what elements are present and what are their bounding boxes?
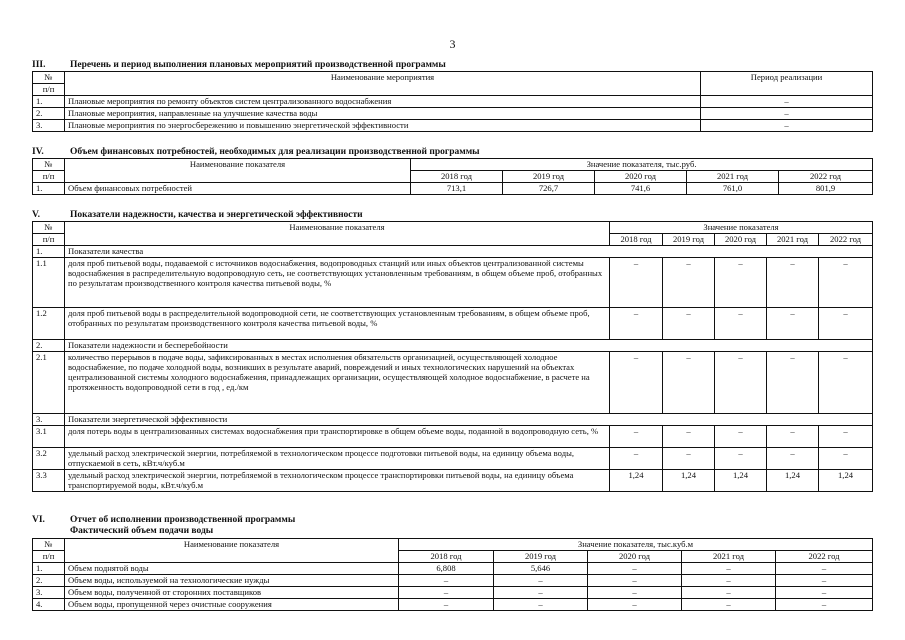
year-2021: 2021 год xyxy=(687,171,779,183)
value-2021: 1,24 xyxy=(767,470,819,492)
row-name: удельный расход электрической энергии, потребляемой в технологическом процессе транспортировки питьевой воды, на единицу объема транспортируемой воды, кВт.ч/куб.м xyxy=(65,470,610,492)
value-2018: 6,808 xyxy=(399,563,494,575)
value-2021: – xyxy=(767,426,819,448)
value-2019: – xyxy=(494,587,588,599)
value-2020: – xyxy=(588,587,682,599)
value-2021: – xyxy=(767,448,819,470)
value-2019: – xyxy=(494,599,588,611)
row-name: Плановые мероприятия, направленные на улучшение качества воды xyxy=(65,108,701,120)
header-number: № xyxy=(33,159,65,171)
value-2020: – xyxy=(715,308,767,340)
value-2020: – xyxy=(715,258,767,308)
year-2021: 2021 год xyxy=(767,234,819,246)
header-value-thousand-m3: Значение показателя, тыс.куб.м xyxy=(399,539,873,551)
value-2021: – xyxy=(682,599,776,611)
table-row xyxy=(33,587,873,599)
value-2018: – xyxy=(610,352,663,414)
row-number: 3.2 xyxy=(33,448,65,470)
value-2019: 726,7 xyxy=(503,183,595,195)
value-2021: – xyxy=(767,308,819,340)
value-2019: – xyxy=(494,575,588,587)
value-2018: – xyxy=(399,575,494,587)
year-2019: 2019 год xyxy=(663,234,715,246)
row-name: доля проб питьевой воды, подаваемой с источников водоснабжения, водопроводных станций или иных объектов централизованной системы водоснабжения в распределительную водопроводную сеть, не соответствующих установленным требованиям, в общем объеме проб, отобранных по результатам производственного контроля качества питьевой воды, % xyxy=(65,258,610,308)
header-value-thousand-rub: Значение показателя, тыс.руб. xyxy=(411,159,873,171)
section-5-table xyxy=(32,221,873,492)
header-indicator-name: Наименование показателя xyxy=(65,539,399,563)
value-2021: – xyxy=(767,258,819,308)
value-2020: 1,24 xyxy=(715,470,767,492)
section-4-heading xyxy=(32,147,872,157)
header-number: № xyxy=(33,539,65,551)
section-6-subtitle: Фактический объем подачи воды xyxy=(70,526,214,536)
value-2022: – xyxy=(776,563,873,575)
value-2022: – xyxy=(776,587,873,599)
value-2018: – xyxy=(610,258,663,308)
row-number: 1. xyxy=(33,183,65,195)
value-2022: – xyxy=(819,258,873,308)
section-5-heading xyxy=(32,210,872,220)
year-2019: 2019 год xyxy=(494,551,588,563)
value-2018: – xyxy=(399,599,494,611)
section-3-table xyxy=(32,71,873,132)
group-name: Показатели качества xyxy=(65,246,873,258)
value-2022: – xyxy=(776,599,873,611)
row-number: 1. xyxy=(33,563,65,575)
row-name: Объем финансовых потребностей xyxy=(65,183,411,195)
value-2022: – xyxy=(819,352,873,414)
value-2019: – xyxy=(663,426,715,448)
section-5-number: V. xyxy=(32,210,41,220)
year-2020: 2020 год xyxy=(595,171,687,183)
value-2018: – xyxy=(610,448,663,470)
year-2020: 2020 год xyxy=(715,234,767,246)
row-number: 2.1 xyxy=(33,352,65,414)
value-2022: 1,24 xyxy=(819,470,873,492)
year-2020: 2020 год xyxy=(588,551,682,563)
group-row xyxy=(33,246,873,258)
section-3-heading xyxy=(32,60,872,70)
year-2018: 2018 год xyxy=(399,551,494,563)
row-name: доля потерь воды в централизованных системах водоснабжения при транспортировке в общем объеме воды, поданной в водопроводную сеть, % xyxy=(65,426,610,448)
value-2022: – xyxy=(819,426,873,448)
group-row xyxy=(33,340,873,352)
group-number: 1. xyxy=(33,246,65,258)
header-number-2: п/п xyxy=(33,84,65,96)
header-indicator-name: Наименование показателя xyxy=(65,159,411,183)
table-row xyxy=(33,308,873,340)
table-row xyxy=(33,258,873,308)
section-3-title: Перечень и период выполнения плановых мероприятий производственной программы xyxy=(70,60,446,70)
section-4-table xyxy=(32,158,873,195)
row-number: 1.2 xyxy=(33,308,65,340)
value-2019: 5,646 xyxy=(494,563,588,575)
group-number: 2. xyxy=(33,340,65,352)
value-2021: – xyxy=(682,587,776,599)
page-number: 3 xyxy=(449,37,456,51)
row-number: 3.3 xyxy=(33,470,65,492)
value-2022: 801,9 xyxy=(779,183,873,195)
row-number: 3. xyxy=(33,587,65,599)
table-row xyxy=(33,470,873,492)
header-number-2: п/п xyxy=(33,551,65,563)
value-2021: 761,0 xyxy=(687,183,779,195)
row-name: Объем воды, полученной от сторонних поставщиков xyxy=(65,587,399,599)
value-2020: 741,6 xyxy=(595,183,687,195)
value-2022: – xyxy=(819,448,873,470)
value-2020: – xyxy=(588,563,682,575)
section-3-number: III. xyxy=(32,60,46,70)
value-2018: – xyxy=(610,426,663,448)
row-name: количество перерывов в подаче воды, зафиксированных в местах исполнения обязательств организацией, осуществляющей холодное водоснабжение, по подаче холодной воды, возникших в результате аварий, повреждений и иных технологических нарушений на объектах централизованной системы холодного водоснабжения, принадлежащих организации, осуществляющей холодное водоснабжение, в расчете на протяженность водопроводной сети в год , ед./км xyxy=(65,352,610,414)
header-number: № xyxy=(33,72,65,84)
table-row xyxy=(33,448,873,470)
value-2018: – xyxy=(610,308,663,340)
row-number: 4. xyxy=(33,599,65,611)
table-row xyxy=(33,575,873,587)
value-2022: – xyxy=(776,575,873,587)
value-2021: – xyxy=(682,563,776,575)
section-6-table xyxy=(32,538,873,611)
row-period: – xyxy=(701,96,873,108)
year-2022: 2022 год xyxy=(776,551,873,563)
row-name: Объем воды, пропущенной через очистные сооружения xyxy=(65,599,399,611)
value-2019: 1,24 xyxy=(663,470,715,492)
value-2019: – xyxy=(663,258,715,308)
section-6-subheading xyxy=(32,526,872,536)
header-number-2: п/п xyxy=(33,234,65,246)
section-4-title: Объем финансовых потребностей, необходимых для реализации производственной программы xyxy=(70,147,480,157)
section-6-heading xyxy=(32,515,872,525)
table-row xyxy=(33,352,873,414)
value-2021: – xyxy=(682,575,776,587)
section-4-number: IV. xyxy=(32,147,44,157)
year-2018: 2018 год xyxy=(610,234,663,246)
value-2020: – xyxy=(588,599,682,611)
row-name: Объем поднятой воды xyxy=(65,563,399,575)
row-name: Объем воды, используемой на технологические нужды xyxy=(65,575,399,587)
row-name: удельный расход электрической энергии, потребляемой в технологическом процессе подготовки питьевой воды, на единицу объема воды, отпускаемой в сеть, кВт.ч/куб.м xyxy=(65,448,610,470)
value-2022: – xyxy=(819,308,873,340)
year-2022: 2022 год xyxy=(779,171,873,183)
row-number: 2. xyxy=(33,575,65,587)
value-2020: – xyxy=(715,352,767,414)
row-period: – xyxy=(701,108,873,120)
value-2020: – xyxy=(715,426,767,448)
row-name: доля проб питьевой воды в распределительной водопроводной сети, не соответствующих установленным требованиям, в общем объеме проб, отобранных по результатам производственного контроля качества питьевой воды, % xyxy=(65,308,610,340)
table-row xyxy=(33,426,873,448)
year-2019: 2019 год xyxy=(503,171,595,183)
value-2018: – xyxy=(399,587,494,599)
header-number-2: п/п xyxy=(33,171,65,183)
value-2021: – xyxy=(767,352,819,414)
value-2019: – xyxy=(663,448,715,470)
header-indicator-name: Наименование показателя xyxy=(65,222,610,246)
group-row xyxy=(33,414,873,426)
section-6-title: Отчет об исполнении производственной программы xyxy=(70,515,296,525)
group-name: Показатели надежности и бесперебойности xyxy=(65,340,873,352)
year-2022: 2022 год xyxy=(819,234,873,246)
value-2019: – xyxy=(663,352,715,414)
value-2020: – xyxy=(588,575,682,587)
table-row xyxy=(33,599,873,611)
row-number: 3. xyxy=(33,120,65,132)
year-2021: 2021 год xyxy=(682,551,776,563)
value-2019: – xyxy=(663,308,715,340)
section-6-number: VI. xyxy=(32,515,45,525)
table-row xyxy=(33,108,873,120)
table-row xyxy=(33,183,873,195)
row-number: 1. xyxy=(33,96,65,108)
row-period: – xyxy=(701,120,873,132)
header-number: № xyxy=(33,222,65,234)
table-row xyxy=(33,120,873,132)
section-5-title: Показатели надежности, качества и энергетической эффективности xyxy=(70,210,363,220)
value-2020: – xyxy=(715,448,767,470)
header-period: Период реализации xyxy=(701,72,873,96)
header-value: Значение показателя xyxy=(610,222,873,234)
row-name: Плановые мероприятия по ремонту объектов систем централизованного водоснабжения xyxy=(65,96,701,108)
table-row xyxy=(33,96,873,108)
row-name: Плановые мероприятия по энергосбережению и повышению энергетической эффективности xyxy=(65,120,701,132)
row-number: 3.1 xyxy=(33,426,65,448)
group-name: Показатели энергетической эффективности xyxy=(65,414,873,426)
value-2018: 713,1 xyxy=(411,183,503,195)
group-number: 3. xyxy=(33,414,65,426)
row-number: 2. xyxy=(33,108,65,120)
value-2018: 1,24 xyxy=(610,470,663,492)
row-number: 1.1 xyxy=(33,258,65,308)
table-row xyxy=(33,563,873,575)
header-activity-name: Наименование мероприятия xyxy=(65,72,701,96)
year-2018: 2018 год xyxy=(411,171,503,183)
